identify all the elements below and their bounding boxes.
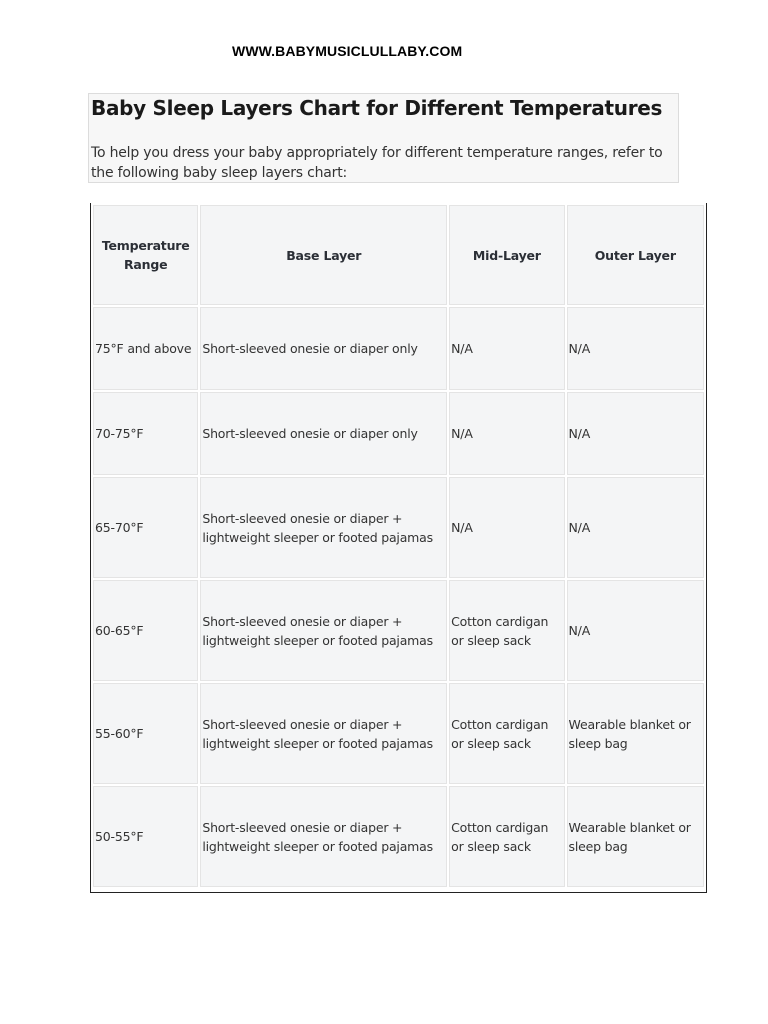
cell-outer: N/A: [567, 307, 704, 390]
cell-base: Short-sleeved onesie or diaper + lightweight sleeper or footed pajamas: [200, 786, 447, 887]
cell-outer: Wearable blanket or sleep bag: [567, 683, 704, 784]
cell-base: Short-sleeved onesie or diaper + lightweight sleeper or footed pajamas: [200, 477, 447, 578]
cell-base: Short-sleeved onesie or diaper + lightweight sleeper or footed pajamas: [200, 683, 447, 784]
cell-range: 75°F and above: [93, 307, 198, 390]
cell-range: 50-55°F: [93, 786, 198, 887]
header-mid-layer: Mid-Layer: [449, 205, 564, 305]
sleep-layers-table-frame: [90, 203, 707, 893]
cell-mid: N/A: [449, 307, 564, 390]
table-row: [93, 392, 704, 475]
intro-text: To help you dress your baby appropriately for different temperature ranges, refer to the following baby sleep layers chart:: [91, 145, 663, 181]
table-row: [93, 477, 704, 578]
cell-base: Short-sleeved onesie or diaper only: [200, 392, 447, 475]
page-title: Baby Sleep Layers Chart for Different Temperatures: [91, 96, 663, 120]
cell-mid: N/A: [449, 392, 564, 475]
cell-range: 55-60°F: [93, 683, 198, 784]
cell-range: 60-65°F: [93, 580, 198, 681]
cell-base: Short-sleeved onesie or diaper only: [200, 307, 447, 390]
table-row: [93, 786, 704, 887]
cell-range: 70-75°F: [93, 392, 198, 475]
header-base-layer: Base Layer: [200, 205, 447, 305]
cell-mid: Cotton cardigan or sleep sack: [449, 683, 564, 784]
site-url: WWW.BABYMUSICLULLABY.COM: [232, 43, 463, 59]
cell-mid: Cotton cardigan or sleep sack: [449, 580, 564, 681]
intro-box: [88, 93, 679, 183]
cell-mid: Cotton cardigan or sleep sack: [449, 786, 564, 887]
header-temperature-range: Temperature Range: [93, 205, 198, 305]
header-outer-layer: Outer Layer: [567, 205, 704, 305]
table-row: [93, 580, 704, 681]
cell-outer: N/A: [567, 580, 704, 681]
table-row: [93, 307, 704, 390]
cell-outer: N/A: [567, 392, 704, 475]
sleep-layers-table: [91, 203, 706, 889]
cell-outer: N/A: [567, 477, 704, 578]
table-row: [93, 683, 704, 784]
cell-base: Short-sleeved onesie or diaper + lightweight sleeper or footed pajamas: [200, 580, 447, 681]
cell-mid: N/A: [449, 477, 564, 578]
cell-range: 65-70°F: [93, 477, 198, 578]
cell-outer: Wearable blanket or sleep bag: [567, 786, 704, 887]
table-header-row: [93, 205, 704, 305]
